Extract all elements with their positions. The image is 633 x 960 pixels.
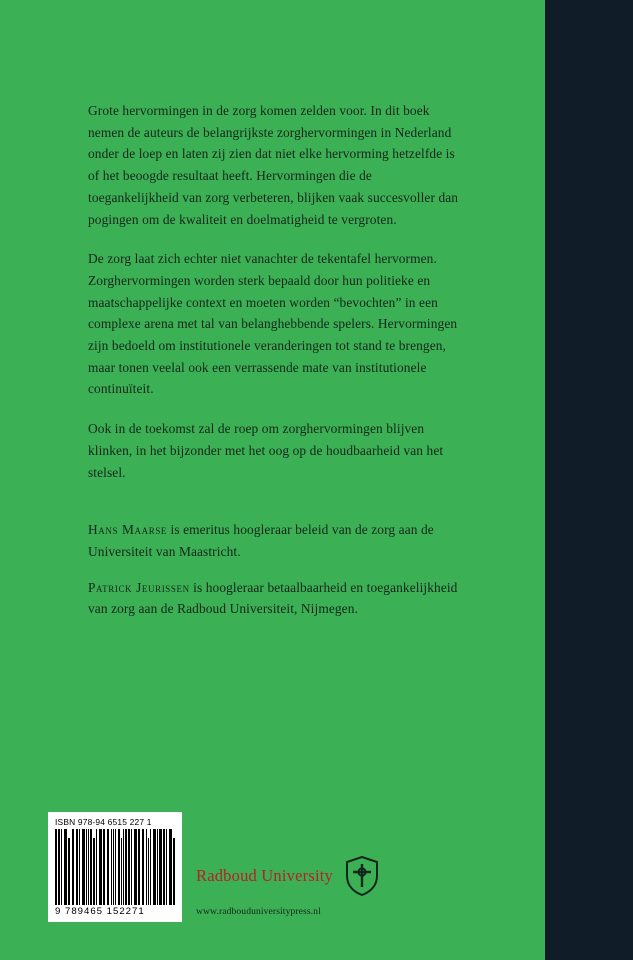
author-bio-2 xyxy=(88,577,460,620)
blurb-paragraph-3: Ook in de toekomst zal de roep om zorghervormingen blijven klinken, in het bijzonder met het oog op de houdbaarheid van het stelsel. xyxy=(88,421,444,480)
publisher-row xyxy=(196,856,446,896)
spine-panel xyxy=(545,0,633,960)
barcode-block xyxy=(48,812,182,922)
publisher-url: www.radbouduniversitypress.nl xyxy=(196,906,321,917)
author-description-2: is hoogleraar betaalbaarheid en toegankelijkheid van zorg aan de Radboud Universiteit, Nijmegen. xyxy=(88,579,458,617)
publisher-block xyxy=(196,856,446,917)
shield-cross-icon xyxy=(345,856,379,896)
author-bio-1 xyxy=(88,519,460,562)
blurb-text-block xyxy=(88,100,460,634)
blurb-paragraph-1: Grote hervormingen in de zorg komen zelden voor. In dit boek nemen de auteurs de belangrijkste zorghervormingen in Nederland onder de loep en laten zij zien dat niet elke hervorming hetzelfde is of het beoogde resultaat heeft. Hervormingen die de toegankelijkheid van zorg verbeteren, blijken vaak succesvoller dan pogingen om de kwaliteit en doelmatigheid te vergroten. xyxy=(88,103,459,227)
blurb-spacer xyxy=(88,501,460,519)
publisher-name: Radboud University xyxy=(196,866,333,885)
isbn-digits: 9 789465 152271 xyxy=(55,906,145,917)
isbn-label: ISBN 978-94 6515 227 1 xyxy=(55,817,152,827)
author-name-2: Patrick Jeurissen xyxy=(88,579,190,595)
barcode-bars xyxy=(55,829,177,905)
blurb-paragraph-2: De zorg laat zich echter niet vanachter de tekentafel hervormen. Zorghervormingen worden sterk bepaald door hun politieke en maatschappelijke context en moeten worden “bevochten” in een complexe arena met tal van belanghebbende spelers. Hervormingen zijn bedoeld om institutionele veranderingen tot stand te brengen, maar tonen veelal ook een verrassende mate van institutionele continuïteit. xyxy=(88,251,458,397)
author-name-1: Hans Maarse xyxy=(88,522,168,538)
author-description-1: is emeritus hoogleraar beleid van de zorg aan de Universiteit van Maastricht. xyxy=(88,522,434,559)
